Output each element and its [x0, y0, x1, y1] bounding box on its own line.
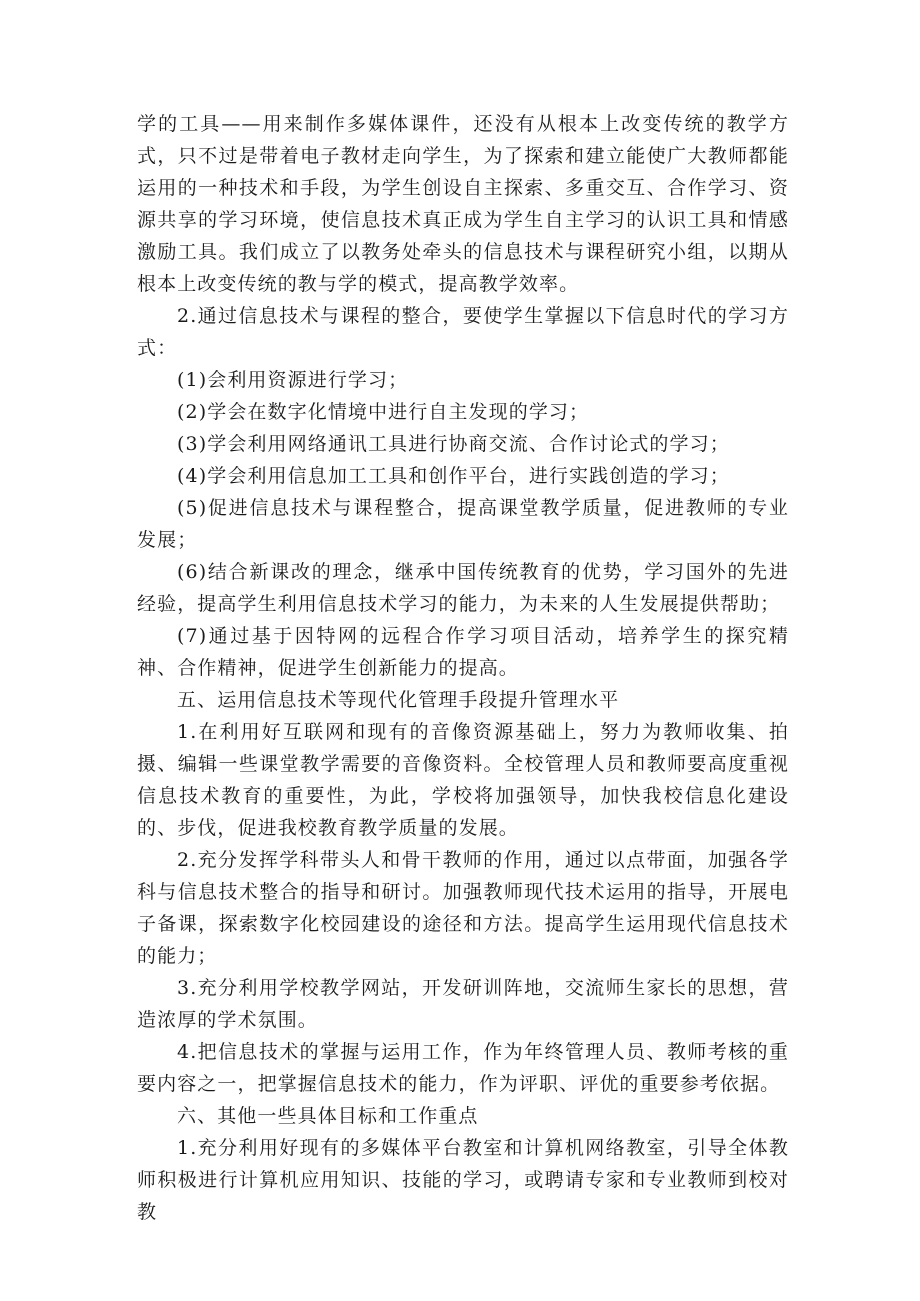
paragraph-5-2: 2.充分发挥学科带头人和骨干教师的作用，通过以点带面，加强各学科与信息技术整合的指导和研讨。加强教师现代技术运用的指导，开展电子备课，探索数字化校园建设的途径和方法。提高学生运用现代信息技术的能力； [137, 849, 789, 967]
paragraph-item-2: 2.通过信息技术与课程的整合，要使学生掌握以下信息时代的学习方式： [137, 305, 789, 359]
paragraph-6-1: 1.充分利用好现有的多媒体平台教室和计算机网络教室，引导全体教师积极进行计算机应用知识、技能的学习，或聘请专家和专业教师到校对教 [137, 1137, 789, 1223]
list-item: (1)会利用资源进行学习； [177, 369, 409, 391]
section-heading-6: 六、其他一些具体目标和工作重点 [177, 1105, 479, 1127]
list-item: (3)学会利用网络通讯工具进行协商交流、合作讨论式的学习； [177, 433, 730, 455]
paragraph-5-1: 1.在利用好互联网和现有的音像资源基础上，努力为教师收集、拍摄、编辑一些课堂教学需要的音像资料。全校管理人员和教师要高度重视信息技术教育的重要性，为此，学校将加强领导，加快我校信息化建设的、步伐，促进我校教育教学质量的发展。 [137, 721, 789, 839]
list-item: (6)结合新课改的理念，继承中国传统教育的优势，学习国外的先进经验，提高学生利用信息技术学习的能力，为未来的人生发展提供帮助； [137, 561, 789, 615]
list-item: (2)学会在数字化情境中进行自主发现的学习； [177, 401, 590, 423]
paragraph-5-4: 4.把信息技术的掌握与运用工作，作为年终管理人员、教师考核的重要内容之一，把掌握信息技术的能力，作为评职、评优的重要参考依据。 [137, 1041, 789, 1095]
section-heading-5: 五、运用信息技术等现代化管理手段提升管理水平 [177, 689, 620, 711]
paragraph-5-3: 3.充分利用学校教学网站，开发研训阵地，交流师生家长的思想，营造浓厚的学术氛围。 [137, 977, 789, 1031]
list-item: (7)通过基于因特网的远程合作学习项目活动，培养学生的探究精神、合作精神，促进学生创新能力的提高。 [137, 625, 789, 679]
paragraph-intro: 学的工具——用来制作多媒体课件，还没有从根本上改变传统的教学方式，只不过是带着电子教材走向学生，为了探索和建立能使广大教师都能运用的一种技术和手段，为学生创设自主探索、多重交互、合作学习、资源共享的学习环境，使信息技术真正成为学生自主学习的认识工具和情感激励工具。我们成立了以教务处牵头的信息技术与课程研究小组，以期从根本上改变传统的教与学的模式，提高教学效率。 [137, 113, 789, 295]
document-body [137, 108, 789, 1228]
list-item: (5)促进信息技术与课程整合，提高课堂教学质量，促进教师的专业发展； [137, 497, 789, 551]
list-item: (4)学会利用信息加工工具和创作平台，进行实践创造的学习； [177, 465, 730, 487]
